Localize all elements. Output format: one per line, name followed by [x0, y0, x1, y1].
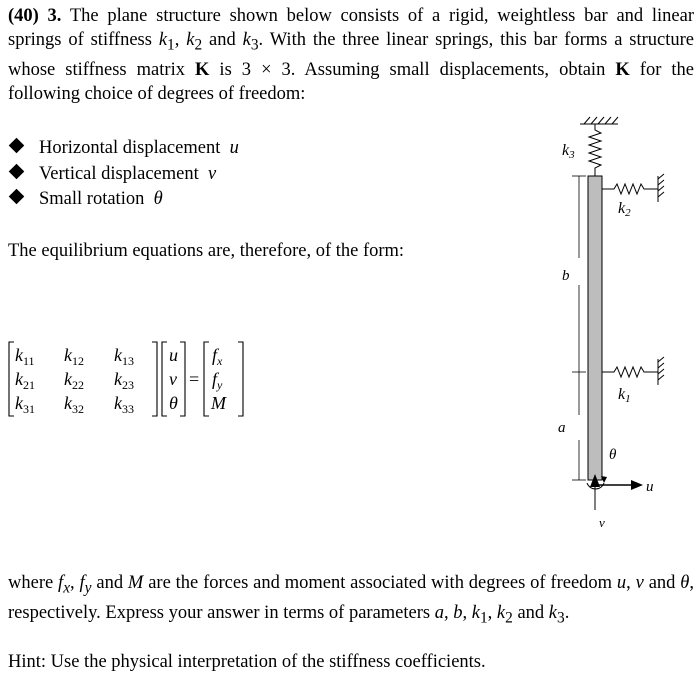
- text: . With the three linear springs, this bar forms a structure whose stiffness matrix: [8, 30, 695, 80]
- hint-text: Hint: Use the physical interpretation of the stiffness coefficients.: [8, 652, 486, 672]
- text: ,: [443, 602, 454, 623]
- math-k: k: [186, 30, 195, 50]
- top-ground-hatch: [580, 117, 618, 124]
- math-k: k: [471, 602, 480, 623]
- text: ,: [626, 573, 636, 593]
- math-f: f: [58, 573, 64, 593]
- k22-cell: $k_{22}$: [64, 369, 84, 392]
- dof-v: v: [169, 369, 177, 389]
- math-theta: θ: [680, 573, 690, 593]
- label-b: b: [562, 268, 570, 284]
- text: ,: [70, 573, 80, 593]
- structure-figure: [548, 110, 698, 535]
- k13-cell: $k_{13}$: [114, 345, 134, 368]
- math-M: M: [127, 573, 144, 593]
- text: is 3 × 3. Assuming small displacements, obtain: [209, 59, 616, 80]
- label-k2: k2: [618, 200, 631, 219]
- text: for the following choice of degrees of freedom:: [8, 59, 694, 104]
- problem-statement: [8, 4, 694, 106]
- k12-cell: $k_{12}$: [64, 345, 84, 368]
- math-u: u: [616, 573, 627, 593]
- math-sub: 1: [167, 36, 175, 54]
- text: , respectively. Express your answer in terms of parameters: [8, 573, 694, 623]
- math-sub: 2: [194, 36, 203, 54]
- k23-cell: $k_{23}$: [114, 369, 134, 392]
- math-sub: 2: [505, 609, 513, 627]
- dof-symbol: u: [229, 138, 239, 158]
- dof-item-v: [8, 162, 216, 186]
- math-a: a: [434, 602, 444, 623]
- text: and: [91, 573, 128, 593]
- equals-sign: =: [189, 369, 200, 389]
- label-theta: θ: [609, 447, 617, 463]
- text: The plane structure shown below consists of a rigid, weightless bar and linear springs of stiffness: [8, 6, 694, 50]
- dof-label: Small rotation: [39, 189, 145, 209]
- dof-label: Horizontal displacement: [39, 138, 221, 158]
- math-sub: 3: [557, 609, 565, 627]
- math-K: K: [195, 59, 210, 80]
- diamond-bullet-icon: [9, 138, 25, 154]
- spring-k1: [602, 367, 658, 377]
- label-k3: k3: [562, 142, 575, 161]
- math-k: k: [496, 602, 506, 623]
- label-a: a: [558, 420, 566, 436]
- diamond-bullet-icon: [9, 189, 25, 205]
- k32-cell: $k_{32}$: [64, 393, 84, 416]
- arrow-u-head-icon: [631, 480, 643, 490]
- outro-paragraph: [8, 571, 694, 630]
- math-f: f: [79, 573, 85, 593]
- dof-u: u: [169, 345, 178, 365]
- text: and: [643, 573, 681, 593]
- right-ground-k1: [658, 357, 664, 385]
- dof-theta: θ: [169, 393, 178, 413]
- text: .: [564, 602, 570, 623]
- math-v: v: [635, 573, 644, 593]
- label-k1: k1: [618, 386, 631, 405]
- text: ,: [174, 30, 187, 50]
- stiffness-cells: [15, 345, 134, 416]
- math-sub: 3: [250, 36, 259, 54]
- k21-cell: $k_{21}$: [15, 369, 35, 392]
- dof-item-u: [8, 136, 239, 160]
- math-sub: x: [63, 579, 71, 597]
- matrix-equation: [4, 336, 244, 420]
- text: ,: [462, 602, 472, 623]
- force-fx: $f_x$: [212, 345, 223, 368]
- math-b: b: [453, 602, 463, 623]
- math-k: k: [548, 602, 558, 623]
- force-fy: $f_y$: [212, 369, 223, 392]
- text: and: [202, 30, 243, 50]
- diamond-bullet-icon: [9, 164, 25, 180]
- dof-item-theta: [8, 187, 163, 211]
- text: and: [512, 602, 549, 623]
- rigid-bar: [588, 176, 602, 480]
- math-sub: 1: [479, 609, 488, 627]
- text: ,: [487, 602, 497, 623]
- k11-cell: $k_{11}$: [15, 345, 35, 368]
- dof-symbol: v: [208, 164, 217, 184]
- math-k: k: [158, 30, 168, 50]
- dimension-lines: [572, 176, 586, 480]
- force-M: M: [211, 393, 226, 413]
- dof-symbol: θ: [153, 189, 163, 209]
- problem-number: (40) 3.: [8, 6, 62, 26]
- text: where: [8, 573, 59, 593]
- label-u: u: [646, 479, 654, 495]
- text: are the forces and moment associated with degrees of freedom: [143, 573, 617, 593]
- math-k: k: [242, 30, 251, 50]
- right-ground-k2: [658, 174, 664, 202]
- k31-cell: $k_{31}$: [15, 393, 35, 416]
- k33-cell: $k_{33}$: [114, 393, 134, 416]
- dof-label: Vertical displacement: [39, 164, 199, 184]
- label-v: v: [599, 515, 605, 530]
- equilibrium-intro: The equilibrium equations are, therefore, of the form:: [8, 241, 405, 261]
- spring-k3: [589, 124, 601, 176]
- math-sub: y: [84, 579, 92, 597]
- spring-k2: [602, 184, 658, 194]
- math-K: K: [615, 59, 630, 80]
